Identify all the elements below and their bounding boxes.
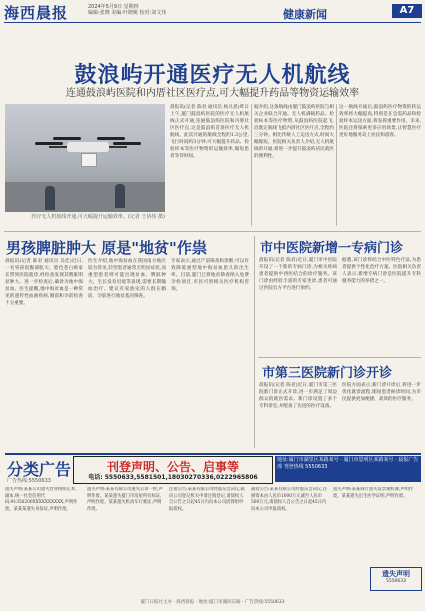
newspaper-logo: [4, 2, 68, 23]
drone-cargo-box: [81, 153, 97, 167]
section-divider: [4, 231, 421, 232]
photo-caption: 医疗无人机航线开通,可大幅提升运输效率。(记者 王协伟 摄): [31, 214, 165, 220]
story2-column-1: 晨报讯(记者 陈君 通讯员 吴佳)近日,一名男孩因腹部胀大、脸色苍白被家长带到医院就诊,经检查发现其脾脏明显肿大。进一步检查后,确诊为地中海贫血。医生提醒,地中海贫血是一种常见的遗传性血液疾病,婚前和孕前检查十分重要。: [5, 259, 83, 306]
column-divider: [336, 104, 337, 226]
story2-column-2: 医生介绍,地中海贫血在我国南方地区较为常见,轻型患者通常无明显症状,而重型患者则可能出现贫血、脾脏肿大、生长发育迟缓等表现,需要长期输血治疗。建议有家族史的人群在婚前、孕前进行地贫基因筛查。: [88, 259, 166, 299]
column-divider: [251, 104, 252, 226]
ads-column-4: 减资公告:某某有限公司经股东会决议,注册资本由人民币1000万元减至人民币500万元,请债权人自公告之日起45日内向本公司申报债权。: [251, 487, 327, 512]
lead-column-2: 据介绍,这条航线由厦门鼓浪屿医院与相关企业联合开通。无人机满载药品、检验标本等医疗物资,从鼓浪屿医院起飞,沿既定航线飞抵内厝社区医疗点,全程约三分钟。相比传统人工运送方式,时间大幅缩短。医院相关负责人介绍,无人机航线的开通,将进一步提升鼓浪屿居民就医的便利性。: [254, 105, 334, 159]
editor-line: 编辑:张晓 美编:叶晓姚 校对:刘文伟: [88, 10, 167, 16]
lead-headline: 鼓浪屿开通医疗无人机航线: [74, 63, 351, 88]
ads-small-box-text: 5550633: [385, 579, 407, 584]
issue-date: 2024年5月9日 星期四: [88, 4, 139, 10]
section-divider: [258, 357, 421, 358]
story4-column-2: 医院方面表示,新门诊开诊后,将进一步优化就诊流程,缩短患者候诊时间,为市民提供更加便捷、高效的医疗服务。: [342, 383, 421, 402]
ads-small-box-title: 遗失声明: [382, 570, 410, 578]
ads-hotline: 广告热线:5550633: [7, 478, 51, 484]
ads-column-3: 注销公告:某某有限公司经股东会决议,拟向公司登记机关申请注销登记,请债权人自公告之日起45日内向本公司清算组申报债权。: [169, 487, 245, 512]
section-title: 健康新闻: [283, 8, 327, 21]
drone-propeller: [97, 137, 125, 140]
drone-propeller: [53, 137, 81, 140]
lead-column-3: 这一航线开通后,鼓浪屿医疗物资的转运效率将大幅提高,特别是在急需药品和检验样本运送方面,将发挥重要作用。未来,医院还将探索更多应用场景,让智慧医疗更好地服务岛上居民和游客。: [339, 105, 421, 138]
logo-text: 海西晨报: [4, 4, 69, 22]
ads-notice-box: [73, 456, 273, 484]
page-footer: 厦门日报社主办 · 海西晨报 · 地址:厦门市湖滨东路 · 广告热线:5550633: [140, 600, 285, 605]
column-divider: [254, 236, 255, 448]
story4-column-1: 晨报讯(记者 陈君)近日,厦门市第三医院新门诊正式开诊,进一步满足了周边群众的就医需求。新门诊设置了多个专科诊室,并配备了先进的医疗设备。: [259, 383, 337, 409]
story4-headline: 市第三医院新门诊开诊: [262, 366, 393, 381]
story3-headline: 市中医院新增一专病门诊: [260, 241, 404, 256]
ads-section-title: 分类广告: [7, 460, 72, 479]
issue-info: [88, 4, 166, 16]
ads-banner: [5, 453, 421, 483]
lead-subhead: 连通鼓浪屿医院和内厝社区医疗点,可大幅提升药品等物资运输效率: [65, 88, 360, 99]
page-number: A7: [392, 4, 422, 18]
photo-person: [45, 186, 55, 210]
story3-column-2: 据悉,该门诊将结合中医特色疗法,为患者提供个性化治疗方案。医院相关负责人表示,新增专病门诊是医院提升专科服务能力的举措之一。: [342, 258, 421, 284]
photo-background-railing: [5, 182, 165, 212]
ads-notice-title: 刊登声明、公告、启事等: [106, 460, 239, 474]
drone-propeller: [35, 142, 63, 145]
ads-column-2: 遗失声明:某某有限公司遗失公章一枚,声明作废。某某遗失厦门市房屋所有权证,声明作废。某某遗失机动车行驶证,声明作废。: [87, 487, 163, 512]
header-rule: [4, 22, 421, 23]
lead-column-1: 晨报讯(记者 陈君 通讯员 杨凡恩)昨日上午,厦门鼓浪屿医院的医疗无人机航线正式开通,连通鼓浪屿医院和内厝社区医疗点,这是鼓浪屿首条医疗无人机航线。此次开通的航线全程约1.3公里,飞行时间约3分钟,可大幅提升药品、检验样本等医疗物资的运输效率,缩短患者等待时间。: [170, 105, 249, 159]
ads-small-box: [370, 567, 422, 591]
story2-headline: 男孩脾脏肿大 原是"地贫"作祟: [6, 239, 207, 257]
masthead: [0, 0, 425, 22]
ads-notice-phone: 电话: 5550633,5581501,18030270336,0222965806: [88, 474, 258, 481]
drone-photo: [5, 104, 165, 212]
ads-column-5: 遗失声明:某某商行遗失发票领购簿,声明作废。某某遗失出生医学证明,声明作废。: [333, 487, 414, 499]
story3-column-1: 晨报讯(记者 陈君)近日,厦门市中医院开设了一个新的专病门诊,为相关疾病患者提供中西医结合的诊疗服务。该门诊由经验丰富的专家坐诊,患者可通过医院官方平台进行预约。: [259, 258, 337, 291]
photo-person: [115, 184, 125, 208]
drone-propeller: [113, 142, 141, 145]
drone-body: [67, 142, 109, 152]
ads-column-1: 遗失声明:某某公司遗失营业执照正本、副本,统一社会信用代码:91350200XXXXXXXXXX,声明作废。某某某遗失身份证,声明作废。: [5, 487, 80, 512]
story2-column-3: 专家表示,通过产前筛查和诊断,可以有效降低重型地中海贫血患儿的出生率。目前,厦门已将地贫筛查纳入免费孕检项目,市民可到相关医疗机构咨询。: [171, 259, 249, 292]
ads-address-block: 地址:厦门市湖里区某路某号 · 厦门市思明区某路某号 · 晨报广告部 刊登热线 5550633: [275, 456, 421, 482]
